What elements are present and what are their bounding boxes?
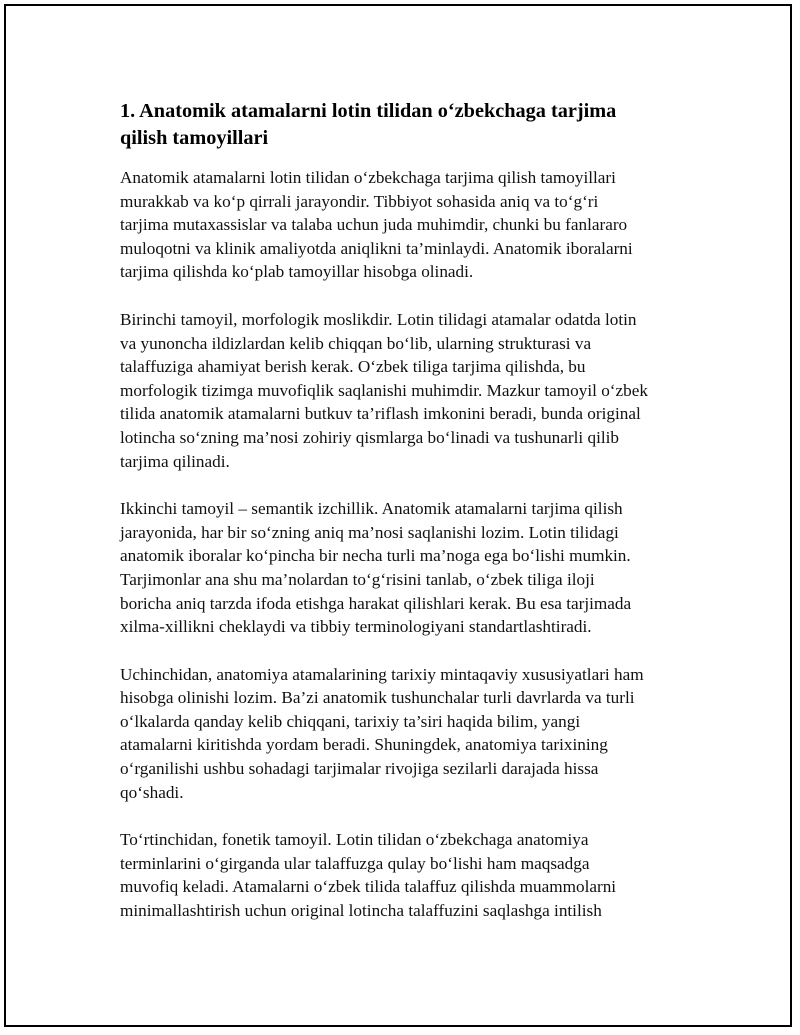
text-line: Ikkinchi tamoyil – semantik izchillik. Anatomik atamalarni tarjima qilish [120, 499, 623, 519]
text-line: morfologik tizimga muvofiqlik saqlanishi muhimdir. Mazkur tamoyil o‘zbek [120, 380, 648, 400]
text-line: Uchinchidan, anatomiya atamalarining tarixiy mintaqaviy xususiyatlari ham [120, 664, 644, 684]
heading-line: qilish tamoyillari [120, 127, 269, 149]
section-heading [120, 98, 700, 152]
text-line: tilida anatomik atamalarni butkuv ta’riflash imkonini beradi, bunda original [120, 404, 641, 424]
text-line: tarjima qilishda ko‘plab tamoyillar hisobga olinadi. [120, 262, 474, 282]
text-line: o‘lkalarda qanday kelib chiqqani, tarixiy ta’siri haqida bilim, yangi [120, 711, 581, 731]
text-line: o‘rganilishi ushbu sohadagi tarjimalar rivojiga sezilarli darajada hissa [120, 759, 599, 779]
text-line: atamalarni kiritishda yordam beradi. Shuningdek, anatomiya tarixining [120, 735, 608, 755]
text-line: talaffuziga ahamiyat berish kerak. O‘zbek tiliga tarjima qilishda, bu [120, 357, 586, 377]
text-line: qo‘shadi. [120, 782, 184, 802]
text-line: tarjima mutaxassislar va talaba uchun juda muhimdir, chunki bu fanlararo [120, 215, 628, 235]
text-line: lotincha so‘zning ma’nosi zohiriy qismlarga bo‘linadi va tushunarli qilib [120, 427, 619, 447]
text-line: murakkab va ko‘p qirrali jarayondir. Tibbiyot sohasida aniq va to‘g‘ri [120, 191, 599, 211]
paragraph-intro [120, 166, 700, 284]
text-line: anatomik iboralar ko‘pincha bir necha turli ma’noga ega bo‘lishi mumkin. [120, 546, 631, 566]
paragraph-second-principle [120, 497, 700, 639]
text-line: boricha aniq tarzda ifoda etishga harakat qilishlari kerak. Bu esa tarjimada [120, 593, 632, 613]
document-body [120, 98, 700, 947]
text-line: hisobga olinishi lozim. Ba’zi anatomik tushunchalar turli davrlarda va turli [120, 688, 635, 708]
text-line: terminlarini o‘girganda ular talaffuzga qulay bo‘lishi ham maqsadga [120, 853, 590, 873]
text-line: muvofiq keladi. Atamalarni o‘zbek tilida talaffuz qilishda muammolarni [120, 877, 617, 897]
text-line: minimallashtirish uchun original lotincha talaffuzini saqlashga intilish [120, 901, 602, 921]
text-line: muloqotni va klinik amaliyotda aniqlikni ta’minlaydi. Anatomik iboralarni [120, 238, 633, 258]
paragraph-third-principle [120, 663, 700, 805]
paragraph-fourth-principle [120, 828, 700, 922]
page-frame [4, 4, 792, 1027]
text-line: Birinchi tamoyil, morfologik moslikdir. Lotin tilidagi atamalar odatda lotin [120, 309, 637, 329]
heading-line: 1. Anatomik atamalarni lotin tilidan o‘zbekchaga tarjima [120, 100, 617, 122]
text-line: Anatomik atamalarni lotin tilidan o‘zbekchaga tarjima qilish tamoyillari [120, 168, 616, 187]
text-line: jarayonida, har bir so‘zning aniq ma’nosi saqlanishi lozim. Lotin tilidagi [120, 522, 619, 542]
text-line: xilma-xillikni cheklaydi va tibbiy terminologiyani standartlashtiradi. [120, 617, 592, 637]
text-line: tarjima qilinadi. [120, 451, 230, 471]
text-line: Tarjimonlar ana shu ma’nolardan to‘g‘risini tanlab, o‘zbek tiliga iloji [120, 569, 595, 589]
text-line: va yunoncha ildizlardan kelib chiqqan bo‘lib, ularning strukturasi va [120, 333, 592, 353]
paragraph-first-principle [120, 308, 700, 473]
text-line: To‘rtinchidan, fonetik tamoyil. Lotin tilidan o‘zbekchaga anatomiya [120, 830, 589, 850]
